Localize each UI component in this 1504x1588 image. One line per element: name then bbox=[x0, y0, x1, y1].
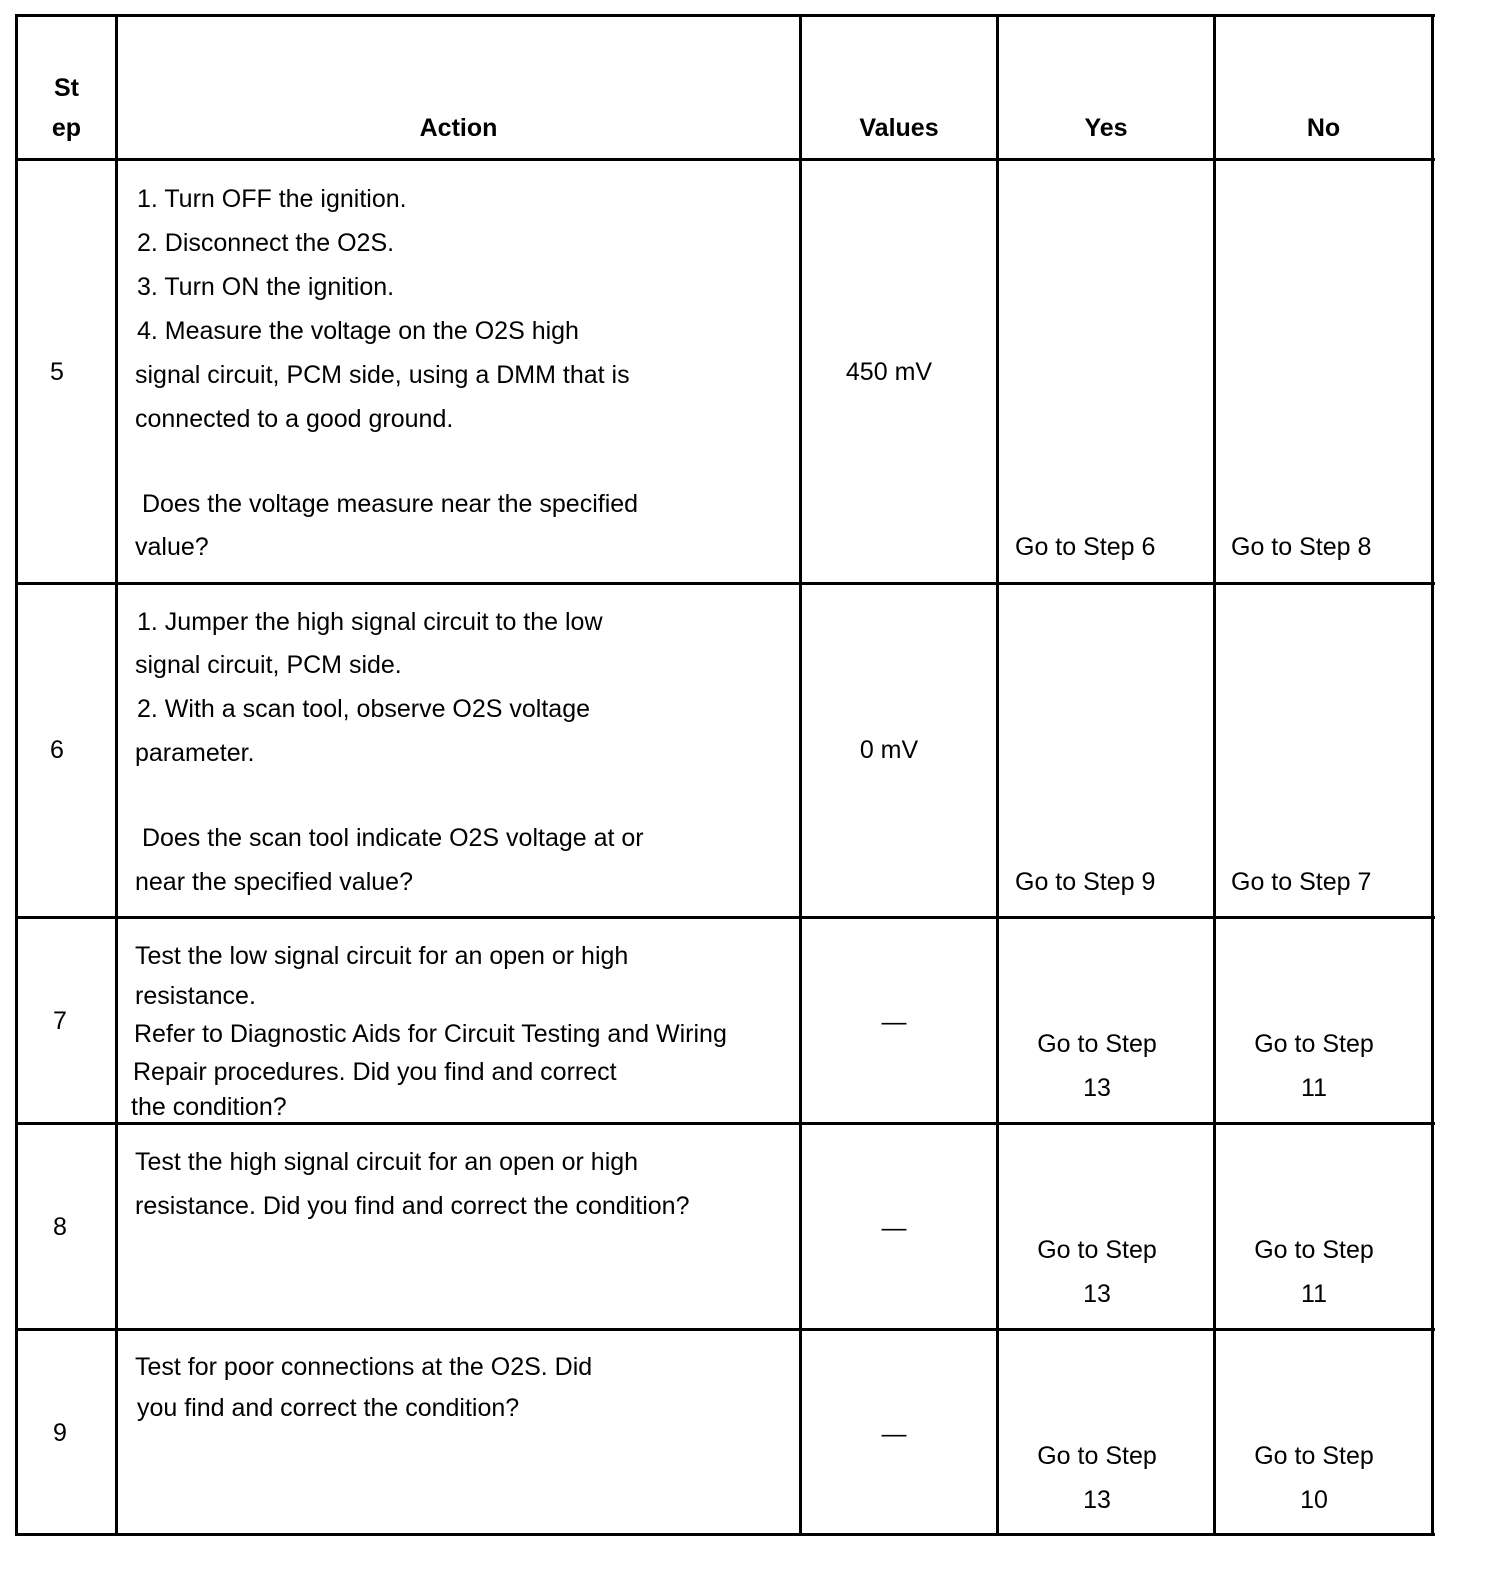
row-divider bbox=[15, 1328, 1435, 1331]
action-line: 2. Disconnect the O2S. bbox=[137, 229, 395, 257]
step-number: 9 bbox=[53, 1419, 67, 1447]
yes-link[interactable] bbox=[999, 1022, 1195, 1110]
table-border-bottom bbox=[15, 1533, 1435, 1536]
action-line: value? bbox=[135, 533, 209, 561]
value-cell: — bbox=[881, 1420, 907, 1448]
action-line: Test for poor connections at the O2S. Did bbox=[135, 1353, 593, 1381]
step-number: 6 bbox=[50, 736, 64, 764]
action-line: 3. Turn ON the ignition. bbox=[137, 273, 395, 301]
header-action: Action bbox=[419, 114, 498, 142]
no-link[interactable] bbox=[1216, 1022, 1412, 1110]
yes-link[interactable] bbox=[999, 1434, 1195, 1522]
header-step-line1: St bbox=[54, 74, 79, 102]
value-cell: — bbox=[881, 1008, 907, 1036]
yes-link-line1: Go to Step bbox=[1037, 1236, 1157, 1264]
header-values: Values bbox=[859, 114, 939, 142]
row-divider bbox=[15, 916, 1435, 919]
action-line: connected to a good ground. bbox=[135, 405, 454, 433]
no-link-line1: Go to Step bbox=[1254, 1030, 1374, 1058]
yes-link[interactable]: Go to Step 9 bbox=[1015, 868, 1156, 896]
action-line: signal circuit, PCM side, using a DMM that is bbox=[135, 361, 630, 389]
table-border-right bbox=[1431, 14, 1434, 1536]
action-line: Refer to Diagnostic Aids for Circuit Testing and Wiring bbox=[134, 1020, 727, 1048]
action-line: 4. Measure the voltage on the O2S high bbox=[137, 317, 579, 345]
action-line: signal circuit, PCM side. bbox=[135, 651, 402, 679]
table-border-top bbox=[15, 14, 1435, 17]
yes-link[interactable] bbox=[999, 1228, 1195, 1316]
no-link[interactable]: Go to Step 8 bbox=[1231, 533, 1372, 561]
no-link[interactable] bbox=[1216, 1434, 1412, 1522]
yes-link[interactable]: Go to Step 6 bbox=[1015, 533, 1156, 561]
no-link[interactable]: Go to Step 7 bbox=[1231, 868, 1372, 896]
yes-link-line1: Go to Step bbox=[1037, 1442, 1157, 1470]
step-number: 5 bbox=[50, 358, 64, 386]
action-line: Repair procedures. Did you find and correct bbox=[133, 1058, 617, 1086]
value-cell: 0 mV bbox=[859, 736, 919, 764]
yes-link-line2: 13 bbox=[1083, 1074, 1111, 1102]
action-line: Test the low signal circuit for an open or high bbox=[135, 942, 629, 970]
action-line: resistance. Did you find and correct the condition? bbox=[135, 1192, 690, 1220]
yes-link-line2: 13 bbox=[1083, 1280, 1111, 1308]
action-line: Does the voltage measure near the specified bbox=[135, 490, 639, 518]
column-divider bbox=[115, 14, 118, 1536]
header-divider bbox=[15, 158, 1435, 161]
no-link-line2: 10 bbox=[1300, 1486, 1328, 1514]
yes-link-line2: 13 bbox=[1083, 1486, 1111, 1514]
action-line: Does the scan tool indicate O2S voltage at or bbox=[135, 824, 644, 852]
step-number: 7 bbox=[53, 1007, 67, 1035]
action-line: parameter. bbox=[135, 739, 255, 767]
no-link-line1: Go to Step bbox=[1254, 1442, 1374, 1470]
action-line: you find and correct the condition? bbox=[137, 1394, 520, 1422]
header-step-line2: ep bbox=[51, 114, 82, 142]
no-link[interactable] bbox=[1216, 1228, 1412, 1316]
table-border-left bbox=[15, 14, 18, 1536]
action-line: the condition? bbox=[131, 1093, 287, 1121]
no-link-line2: 11 bbox=[1301, 1280, 1327, 1308]
step-number: 8 bbox=[53, 1213, 67, 1241]
no-link-line1: Go to Step bbox=[1254, 1236, 1374, 1264]
header-yes: Yes bbox=[1084, 114, 1128, 142]
action-line: resistance. bbox=[135, 982, 256, 1010]
value-cell: — bbox=[881, 1214, 907, 1242]
header-no: No bbox=[1306, 114, 1341, 142]
header-step bbox=[18, 68, 115, 148]
no-link-line2: 11 bbox=[1301, 1074, 1327, 1102]
action-line: near the specified value? bbox=[135, 868, 413, 896]
action-line: Test the high signal circuit for an open or high bbox=[135, 1148, 639, 1176]
action-line: 1. Turn OFF the ignition. bbox=[137, 185, 407, 213]
row-divider bbox=[15, 582, 1435, 585]
yes-link-line1: Go to Step bbox=[1037, 1030, 1157, 1058]
value-cell: 450 mV bbox=[845, 358, 933, 386]
column-divider bbox=[799, 14, 802, 1536]
action-line: 2. With a scan tool, observe O2S voltage bbox=[137, 695, 591, 723]
action-line: 1. Jumper the high signal circuit to the low bbox=[137, 608, 603, 636]
